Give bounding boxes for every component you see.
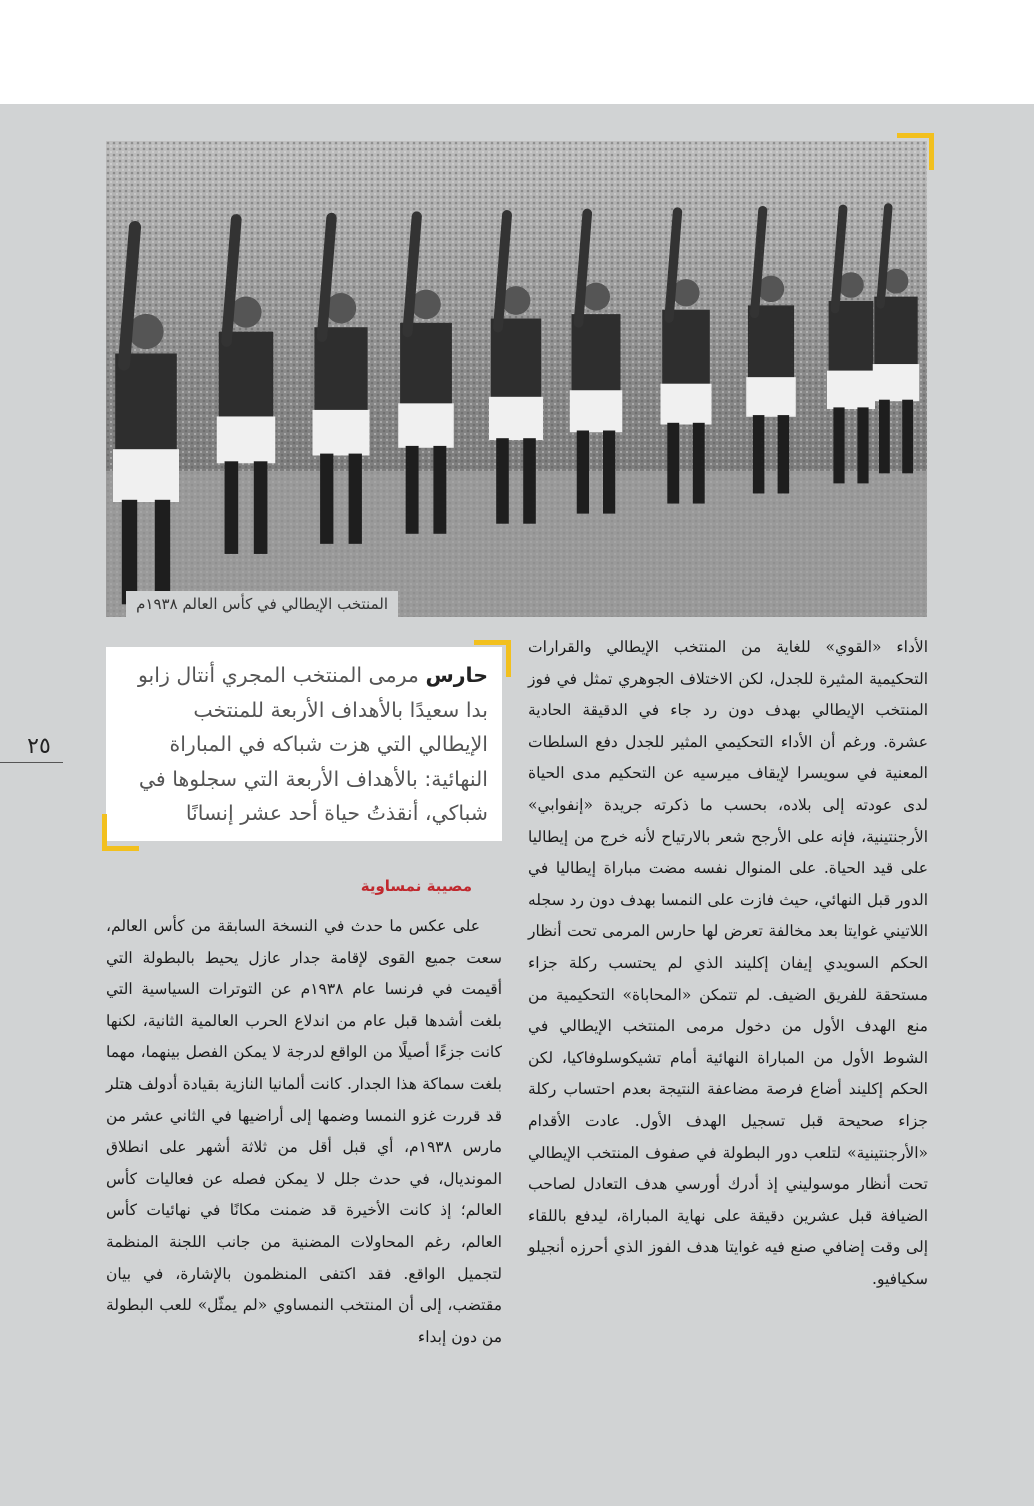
pullquote-text [120,658,488,831]
pullquote-rest: مرمى المنتخب المجري أنتال زابو بدا سعيدًا بالأهداف الأربعة للمنتخب الإيطالي التي هزت شباكه في المباراة النهائية: بالأهداف الأربعة التي سجلوها في شباكي، أنقذتُ حياة أحد عشر إنسانًا [137,663,488,825]
page-number-rule [0,762,63,763]
photo-caption: المنتخب الإيطالي في كأس العالم ١٩٣٨م [126,591,398,617]
pullquote-first-word: حارس [425,663,488,687]
team-photo-icon [106,141,927,617]
page-number: ٢٥ [27,734,51,759]
team-photo [106,141,927,617]
section-heading: مصيبة نمساوية [360,877,472,895]
article-paragraph: الأداء «القوي» للغاية من المنتخب الإيطالي والقرارات التحكيمية المثيرة للجدل، لكن الاختلاف الجوهري تمثل في فوز المنتخب الإيطالي بهدف دون رد جاء في الدقيقة الحادية عشرة. ورغم أن الأداء التحكيمي المثير للجدل دفع السلطات المعنية في سويسرا لإيقاف ميرسيه عن التحكيم مدى الحياة لدى عودته إلى بلاده، بحسب ما ذكرته جريدة «إنفوابي» الأرجنتينية، فإنه على الأرجح شعر بالارتياح لأنه خرج من إيطاليا على قيد الحياة. على المنوال نفسه مضت مباراة إيطاليا في الدور قبل النهائي، حيث فازت على النمسا بهدف دون رد سجله اللاتيني غوايتا بعد مخالفة تعرض لها حارس المرمى تحت أنظار الحكم السويدي إيفان إكليند الذي لم يحتسب ركلة جزاء مستحقة للفريق الضيف. لم تتمكن «المحاباة» التحكيمية من منع الهدف الأول من دخول مرمى المنتخب الإيطالي في الشوط الأول من المباراة النهائية أمام تشيكوسلوفاكيا، لكن الحكم إكليند أضاع فرصة مضاعفة النتيجة بعدم احتساب ركلة جزاء صحيحة قبل تسجيل الهدف الأول. عادت الأقدام «الأرجنتينية» لتلعب دور البطولة في صفوف المنتخب الإيطالي تحت أنظار موسوليني إذ أدرك أورسي هدف التعادل لصاحب الضيافة قبل عشرين دقيقة على نهاية المباراة، ليدفع باللقاء إلى وقت إضافي صنع فيه غوايتا هدف الفوز الذي أحرزه أنجيلو سكيافيو. [528,638,928,1288]
article-paragraph: على عكس ما حدث في النسخة السابقة من كأس العالم، سعت جميع القوى لإقامة جدار عازل يحيط بالبطولة التي أقيمت في فرنسا عام ١٩٣٨م عن التوترات السياسية التي بلغت أشدها قبل عام من اندلاع الحرب العالمية الثانية، لكنها كانت جزءًا أصيلًا من الواقع لدرجة لا يمكن الفصل بينهما، مهما بلغت سماكة هذا الجدار. كانت ألمانيا النازية بقيادة أدولف هتلر قد قررت غزو النمسا وضمها إلى أراضيها في الثاني عشر من مارس ١٩٣٨م، أي قبل أقل من ثلاثة أشهر على انطلاق المونديال، في حدث جلل لا يمكن فصله عن فعاليات كأس العالم؛ إذ كانت الأخيرة قد ضمنت مكانًا في نهائيات كأس العالم، رغم المحاولات المضنية من جانب اللجنة المنظمة لتجميل الواقع. فقد اكتفى المنظمون بالإشارة، في بيان مقتضب، إلى أن المنتخب النمساوي «لم يمثّل» للعب البطولة من دون إبداء [106,917,503,1346]
corner-accent-top-right [897,133,934,170]
article-column-left [106,911,502,1353]
article-column-right [528,632,928,1295]
